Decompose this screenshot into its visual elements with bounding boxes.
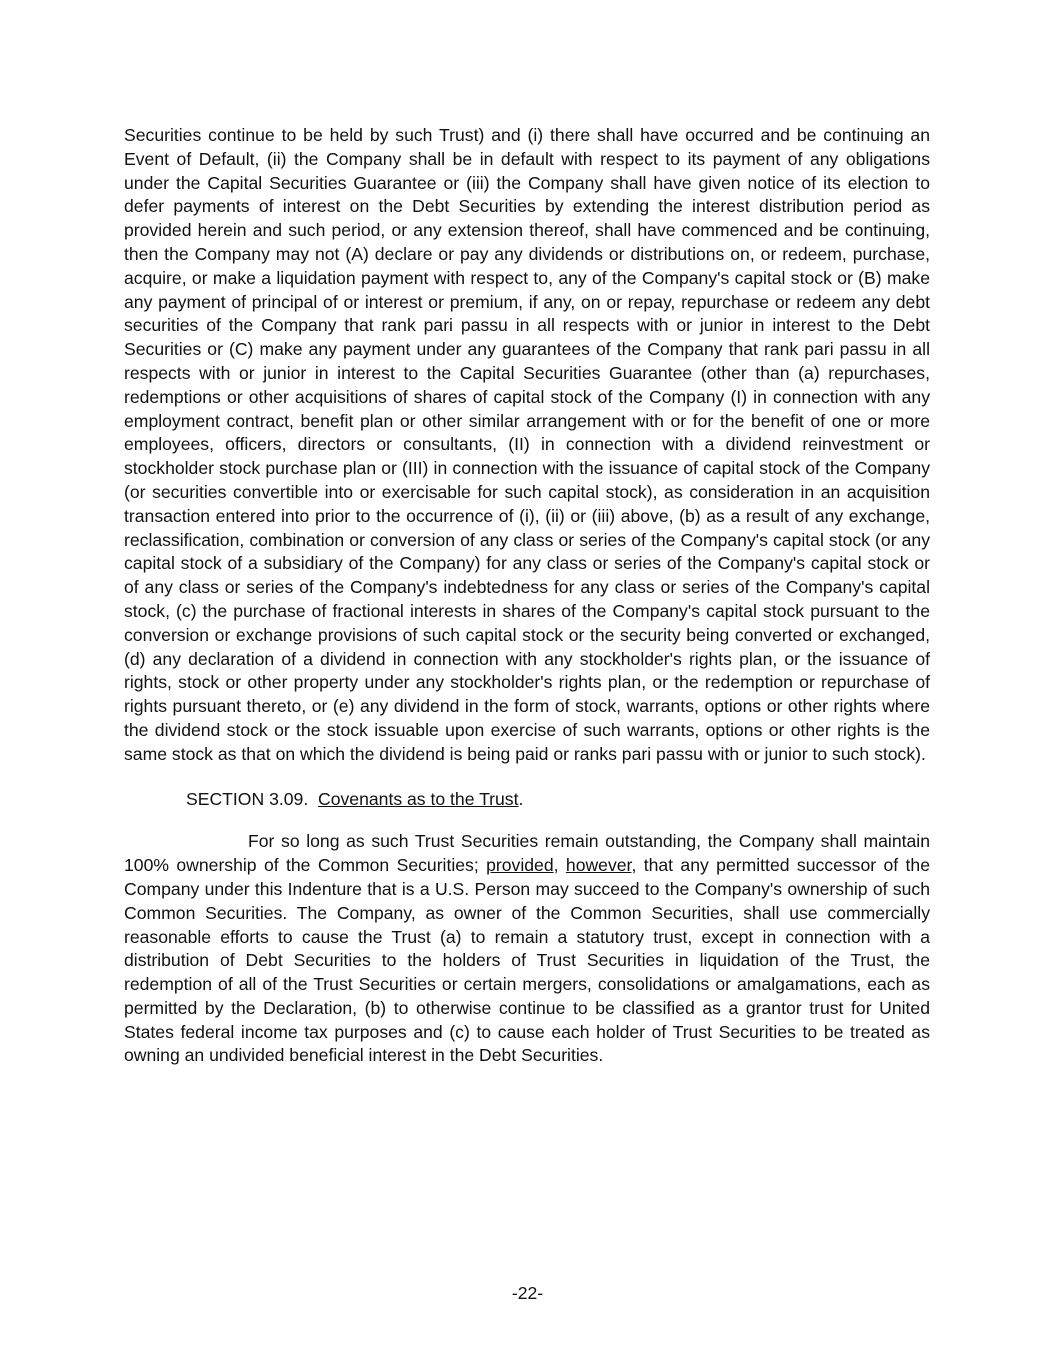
body-paragraph-1: Securities continue to be held by such Trust) and (i) there shall have occurred and be continuing an Event of Default, (ii) the Company shall be in default with respect to its payment of any obligations under the Capital Securities Guarantee or (iii) the Company shall have given notice of its election to defer payments of interest on the Debt Securities by extending the interest distribution period as provided herein and such period, or any extension thereof, shall have commenced and be continuing, then the Company may not (A) declare or pay any dividends or distributions on, or redeem, purchase, acquire, or make a liquidation payment with respect to, any of the Company's capital stock or (B) make any payment of principal of or interest or premium, if any, on or repay, repurchase or redeem any debt securities of the Company that rank pari passu in all respects with or junior in interest to the Debt Securities or (C) make any payment under any guarantees of the Company that rank pari passu in all respects with or junior in interest to the Capital Securities Guarantee (other than (a) repurchases, redemptions or other acquisitions of shares of capital stock of the Company (I) in connection with any employment contract, benefit plan or other similar arrangement with or for the benefit of one or more employees, officers, directors or consultants, (II) in connection with a dividend reinvestment or stockholder stock purchase plan or (III) in connection with the issuance of capital stock of the Company (or securities convertible into or exercisable for such capital stock), as consideration in an acquisition transaction entered into prior to the occurrence of (i), (ii) or (iii) above, (b) as a result of any exchange, reclassification, combination or conversion of any class or series of the Company's capital stock (or any capital stock of a subsidiary of the Company) for any class or series of the Company's capital stock or of any class or series of the Company's indebtedness for any class or series of the Company's capital stock, (c) the purchase of fractional interests in shares of the Company's capital stock pursuant to the conversion or exchange provisions of such capital stock or the security being converted or exchanged, (d) any declaration of a dividend in connection with any stockholder's rights plan, or the issuance of rights, stock or other property under any stockholder's rights plan, or the redemption or repurchase of rights pursuant thereto, or (e) any dividend in the form of stock, warrants, options or other rights where the dividend stock or the stock issuable upon exercise of such warrants, options or other rights is the same stock as that on which the dividend is being paid or ranks pari passu with or junior to such stock).: [124, 125, 930, 764]
provided-term: provided: [486, 855, 554, 876]
paragraph-2-part-2: , that any permitted successor of the Company under this Indenture that is a U.S. Person may succeed to the Company's ownership of such Common Securities. The Company, as owner of the Common Securities, shall use commercially reasonable efforts to cause the Trust (a) to remain a statutory trust, except in connection with a distribution of Debt Securities to the holders of Trust Securities in liquidation of the Trust, the redemption of all of the Trust Securities or certain mergers, consolidations or amalgamations, each as permitted by the Declaration, (b) to otherwise continue to be classified as a grantor trust for United States federal income tax purposes and (c) to cause each holder of Trust Securities to be treated as owning an undivided beneficial interest in the Debt Securities.: [124, 855, 930, 1066]
page-number: -22-: [511, 1283, 544, 1303]
section-number: SECTION 3.09.: [186, 788, 309, 809]
however-term: however: [565, 855, 632, 876]
section-title-period: .: [518, 788, 524, 809]
body-paragraph-2: [124, 830, 930, 1068]
document-page: [124, 124, 930, 1068]
section-title: Covenants as to the Trust: [318, 788, 519, 809]
section-heading: [186, 788, 930, 812]
paragraph-2-separator: ,: [553, 855, 566, 876]
paragraph-2-part-1: For so long as such Trust Securities remain outstanding, the Company shall maintain 100% ownership of the Common Securities;: [124, 831, 930, 876]
